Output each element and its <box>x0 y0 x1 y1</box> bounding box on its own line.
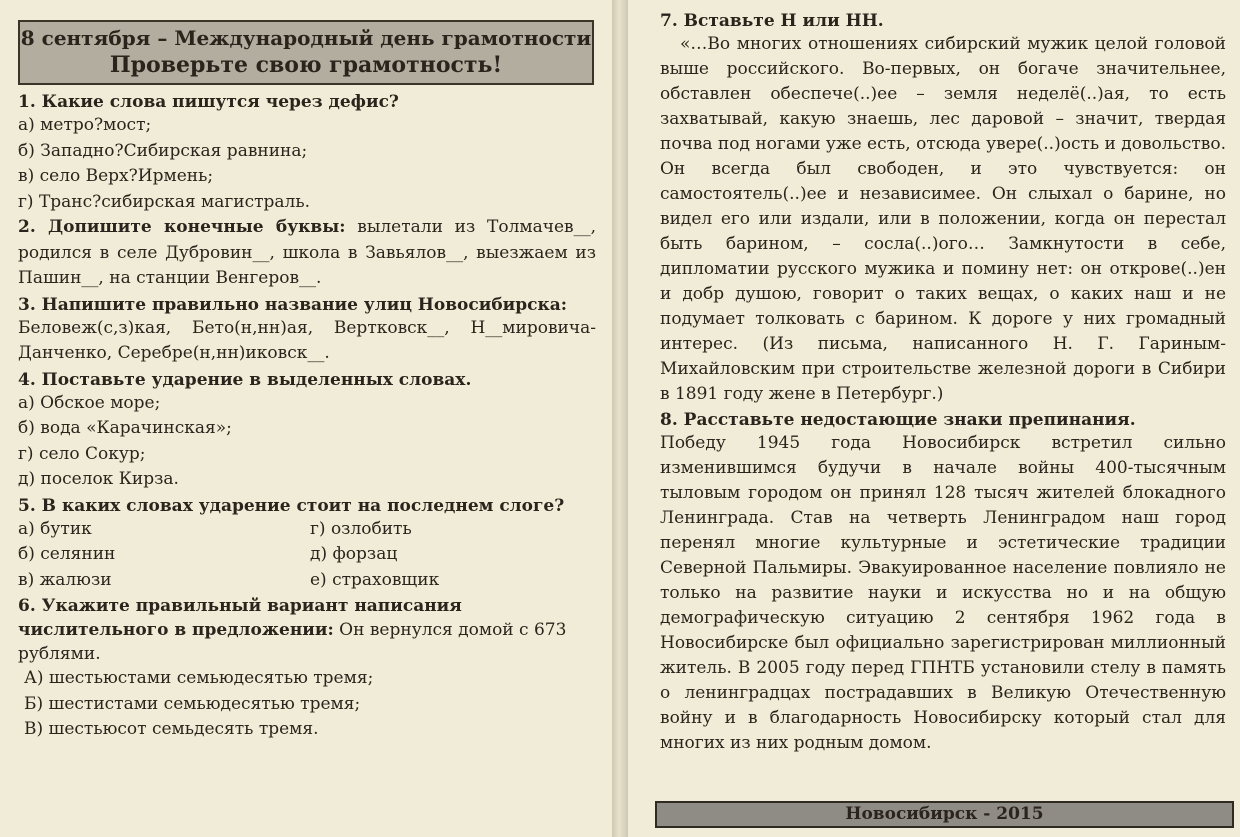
question-2-text: вылетали из Толмачев__, родился в селе Дубровин__, школа в Завьялов__, выезжаем из Пашин__, на станции Венгеров__. <box>18 217 596 288</box>
question-6 <box>18 594 596 666</box>
question-8-title: 8. Расставьте недостающие знаки препинания. <box>660 410 1136 430</box>
question-7-title: 7. Вставьте Н или НН. <box>660 11 884 31</box>
question-8-text: Победу 1945 года Новосибирск встретил сильно изменившимся будучи в начале войны 400-тысячным тыловым городом он принял 128 тысяч жителей блокадного Ленинграда. Став на четверть Ленинградом наш город перенял многие культурные и эстетические традиции Северной Пальмиры. Эвакуированное население повлияло не только на развитие науки и искусства но и на общую демографическую ситуацию 2 сентября 1962 года в Новосибирске был официально зарегистрирован миллионный житель. В 2005 году перед ГПНТБ установили стелу в память о ленинградцах пострадавших в Великую Отечественную войну и в благодарность Новосибирску который стал для многих из них родным домом. <box>660 433 1226 753</box>
q6-item-c: В) шестьюсот семьдесять тремя. <box>24 719 319 739</box>
q1-item-a: а) метро?мост; <box>18 115 152 135</box>
q4-item-b: б) вода «Карачинская»; <box>18 418 232 438</box>
question-1-title: 1. Какие слова пишутся через дефис? <box>18 92 399 112</box>
q5-item-e: д) форзац <box>310 544 398 564</box>
banner-subtitle: Проверьте свою грамотность! <box>109 52 503 78</box>
q4-item-a: а) Обское море; <box>18 392 161 413</box>
q1-item-b: б) Западно?Сибирская равнина; <box>18 140 308 161</box>
q4-item-c: г) село Сокур; <box>18 443 146 464</box>
q6-item-a: А) шестьюстами семьюдесятью тремя; <box>24 668 374 688</box>
q5-item-c: в) жалюзи <box>18 569 112 590</box>
q6-item-b: Б) шестистами семьюдесятью тремя; <box>24 693 361 714</box>
question-5-title: 5. В каких словах ударение стоит на последнем слоге? <box>18 495 565 516</box>
q5-item-d: г) озлобить <box>310 518 412 539</box>
banner-title: 8 сентября – Международный день грамотности <box>20 26 592 50</box>
right-page <box>628 0 1240 837</box>
question-6-title: 6. Укажите правильный вариант написания числительного в предложении: <box>18 596 462 640</box>
q5-item-f: е) страховщик <box>310 569 440 590</box>
question-2 <box>18 215 596 292</box>
question-5-options <box>18 517 596 594</box>
question-3-title: 3. Напишите правильно название улиц Новосибирска: <box>18 294 568 315</box>
page-gutter <box>612 0 628 837</box>
title-banner <box>18 20 594 85</box>
question-2-title: 2. Допишите конечные буквы: <box>18 217 346 237</box>
left-page <box>0 0 612 837</box>
question-7-text: «…Во многих отношениях сибирский мужик целой головой выше российского. Во-первых, он богаче значительнее, обставлен обеспече(..)ее – земля неделё(..)ая, то есть захватывай, какую знаешь, лес даровой – значит, твердая почва под ногами уже есть, отсюда увере(..)ость и довольство. Он всегда был свободен, и это чувствуется: он самостоятель(..)ее и независимее. Он слыхал о барине, но видел его или издали, или в положении, когда он перестал быть барином, – сосла(..)ого… Замкнутости в себе, дипломатии русского мужика и помину нет: он открове(..)ен и добр душою, говорит о таких вещах, о каких наш и не подумает толковать с барином. К дороге у них громадный интерес. (Из письма, написанного Н. Г. Гариным-Михайловским при строительстве железной дороги в Сибири в 1891 году жене в Петербург.) <box>660 34 1226 404</box>
q4-item-d: д) поселок Кирза. <box>18 469 179 489</box>
q1-item-c: в) село Верх?Ирмень; <box>18 166 214 186</box>
footer-banner: Новосибирск - 2015 <box>655 801 1234 828</box>
question-4-title: 4. Поставьте ударение в выделенных словах. <box>18 369 472 390</box>
q5-item-b: б) селянин <box>18 544 116 564</box>
q1-item-d: г) Транс?сибирская магистраль. <box>18 191 310 212</box>
question-6-sentence: Он вернулся домой с 673 рублями. <box>18 620 567 664</box>
q5-item-a: а) бутик <box>18 518 92 539</box>
question-3-text: Беловеж(с,з)кая, Бето(н,нн)ая, Вертковск__, Н__мировича-Данченко, Серебре(н,нн)иковск__. <box>18 317 596 363</box>
